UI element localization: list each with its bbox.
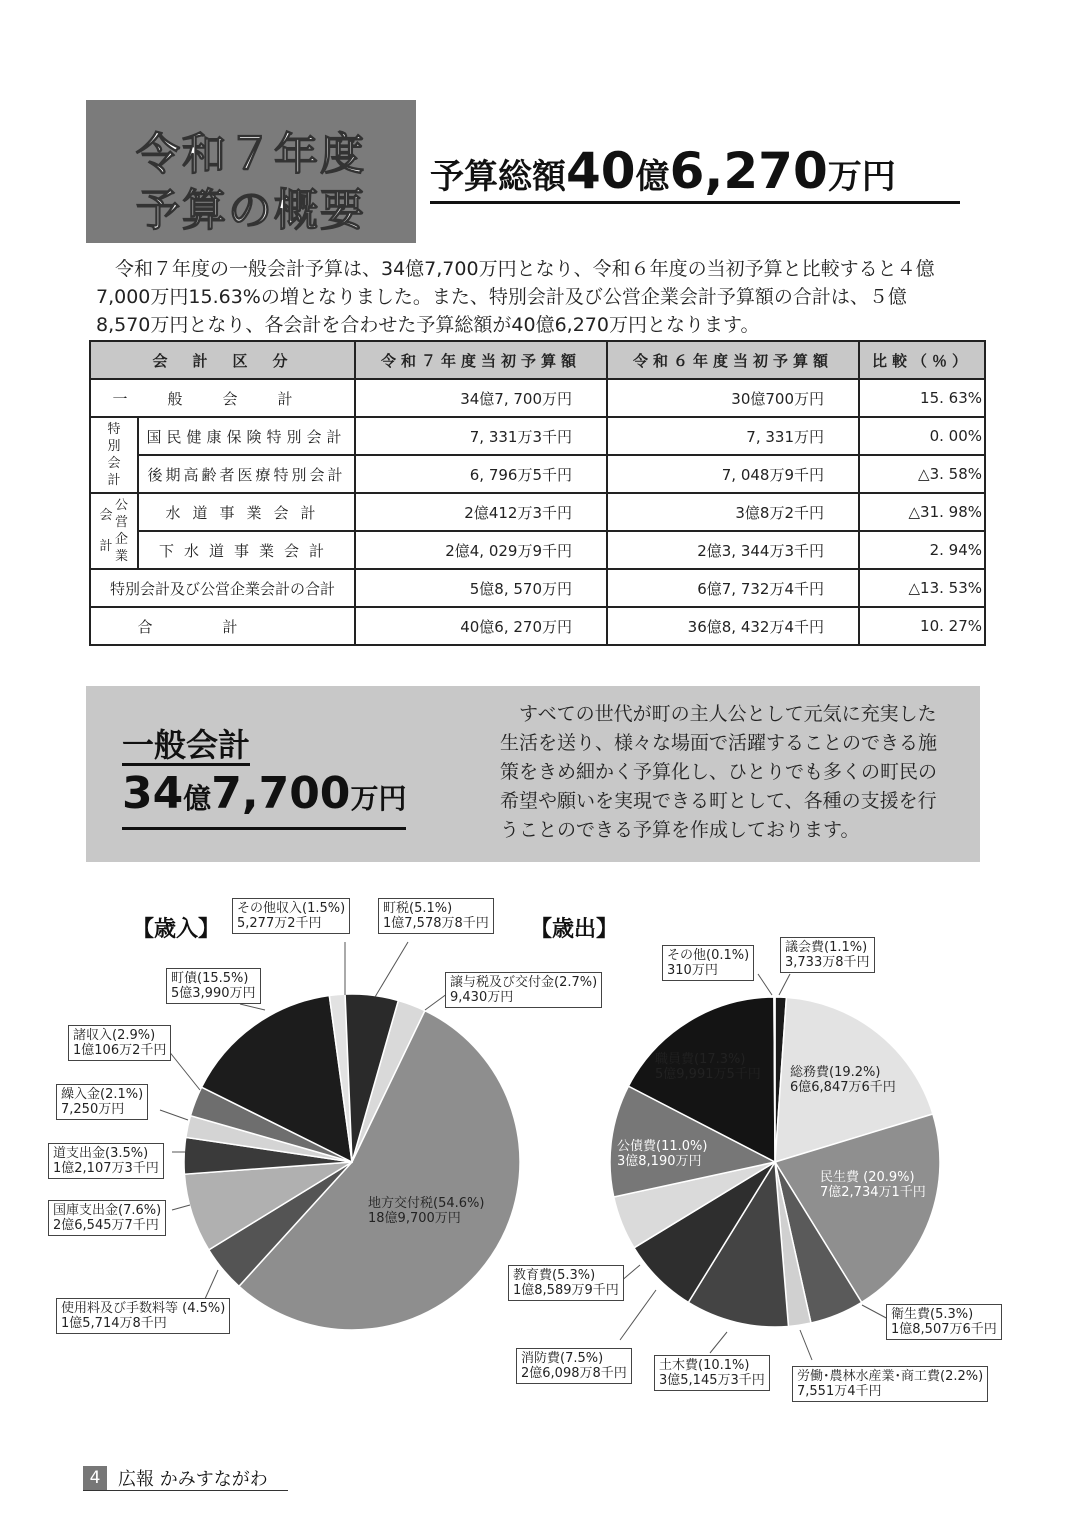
general-account-description	[500, 700, 970, 845]
label-misc-revenue	[68, 1025, 171, 1061]
total-unit1: 億	[635, 157, 670, 197]
label-other-revenue	[232, 898, 350, 934]
label-text: 公債費(11.0%)	[617, 1139, 708, 1154]
label-transfer-tax	[445, 972, 602, 1008]
label-text: その他(0.1%)	[667, 948, 750, 963]
label-national-subsidy	[48, 1200, 166, 1236]
revenue-pie	[184, 994, 520, 1330]
label-text: 道支出金(3.5%)	[53, 1146, 149, 1161]
gen-unit2: 万円	[350, 782, 407, 815]
title-box	[86, 100, 416, 243]
cell-pct: 2. 94%	[859, 531, 985, 569]
total-unit2: 万円	[827, 157, 896, 197]
desc-line: 策をきめ細かく予算化し、ひとりでも多くの町民の	[500, 761, 938, 783]
label-health	[886, 1304, 1002, 1340]
label-amount: 5億9,991万5千円	[655, 1067, 761, 1082]
intro-line: 7,000万円15.63%の増となりました。また、特別会計及び公営企業会計予算額の合計は、５億	[96, 286, 907, 308]
label-amount: 18億9,700万円	[368, 1211, 461, 1226]
label-amount: 7,250万円	[61, 1102, 125, 1117]
cell-pct: △13. 53%	[859, 569, 985, 607]
label-text: その他収入(1.5%)	[237, 901, 346, 916]
cell-r7: 5億8, 570万円	[355, 569, 607, 607]
intro-paragraph	[96, 255, 976, 339]
label-labor-agriculture	[792, 1366, 988, 1402]
cell-r6: 30億700万円	[607, 379, 859, 417]
row-label: 下水道事業会計	[138, 531, 355, 569]
cell-pct: 0. 00%	[859, 417, 985, 455]
pie-slice-10	[774, 997, 775, 1162]
row-label: 後期高齢者医療特別会計	[138, 455, 355, 493]
label-text: 町税(5.1%)	[383, 901, 453, 916]
label-text: 総務費(19.2%)	[790, 1065, 881, 1080]
cell-r7: 2億4, 029万9千円	[355, 531, 607, 569]
label-amount: 1億2,107万3千円	[53, 1161, 159, 1176]
label-amount: 7億2,734万1千円	[820, 1185, 926, 1200]
label-amount: 5億3,990万円	[171, 986, 256, 1001]
gen-unit1: 億	[183, 782, 212, 815]
label-amount: 3億5,145万3千円	[659, 1373, 765, 1388]
label-amount: 1億8,507万6千円	[891, 1322, 997, 1337]
label-text: 職員費(17.3%)	[655, 1052, 746, 1067]
table-row	[90, 607, 985, 645]
cell-r6: 2億3, 344万3千円	[607, 531, 859, 569]
intro-line: 令和７年度の一般会計予算は、34億7,700万円となり、令和６年度の当初予算と比較すると４億	[96, 258, 935, 280]
label-text: 議会費(1.1%)	[785, 940, 868, 955]
label-text: 教育費(5.3%)	[513, 1268, 596, 1283]
general-account-label: 一般会計	[122, 726, 251, 764]
label-amount: 1億8,589万9千円	[513, 1283, 619, 1298]
row-label: 水道事業会計	[138, 493, 355, 531]
label-local-allocation-tax	[368, 1196, 484, 1226]
label-text: 消防費(7.5%)	[521, 1351, 604, 1366]
desc-line: すべての世代が町の主人公として元気に充実した	[500, 703, 937, 725]
label-amount: 3億8,190万円	[617, 1154, 702, 1169]
label-welfare	[820, 1170, 926, 1200]
total-prefix: 予算総額	[430, 157, 566, 197]
group-public	[90, 493, 138, 569]
cell-r7: 6, 796万5千円	[355, 455, 607, 493]
label-staff	[655, 1052, 761, 1082]
header-pct: 比較（％）	[859, 341, 985, 379]
total-underline	[430, 201, 960, 204]
label-text: 繰入金(2.1%)	[61, 1087, 144, 1102]
cell-pct: 15. 63%	[859, 379, 985, 417]
label-amount: 9,430万円	[450, 990, 514, 1005]
group-kai-text: 会	[99, 508, 113, 523]
row-label: 特別会計及び公営企業会計の合計	[90, 569, 355, 607]
label-text: 労働･農林水産業･商工費(2.2%)	[797, 1369, 984, 1384]
row-label: 国民健康保険特別会計	[138, 417, 355, 455]
publication-name: 広報 かみすながわ	[118, 1469, 268, 1490]
cell-r7: 34億7, 700万円	[355, 379, 607, 417]
title-line2: 予算の概要	[136, 185, 366, 236]
gen-num2: 7,700	[211, 768, 351, 819]
label-amount: 3,733万8千円	[785, 955, 870, 970]
label-civil-engineering	[654, 1355, 770, 1391]
page-number: 4	[83, 1466, 107, 1490]
table-row	[90, 455, 985, 493]
cell-pct: △3. 58%	[859, 455, 985, 493]
group-special	[90, 417, 138, 493]
total-num2: 6,270	[669, 142, 828, 200]
cell-r7: 2億412万3千円	[355, 493, 607, 531]
label-town-bond	[166, 968, 261, 1004]
row-label: 一般会計	[90, 379, 355, 417]
label-amount: 6億6,847万6千円	[790, 1080, 896, 1095]
cell-r7: 7, 331万3千円	[355, 417, 607, 455]
table-header-row	[90, 341, 985, 379]
budget-total	[430, 142, 896, 200]
total-num1: 40	[566, 142, 636, 200]
budget-table	[89, 340, 986, 646]
label-other-expense	[662, 945, 754, 981]
label-amount: 1億106万2千円	[73, 1043, 167, 1058]
label-amount: 1億7,578万8千円	[383, 916, 489, 931]
header-r7: 令和７年度当初予算額	[355, 341, 607, 379]
expenditure-title: 【歳出】	[530, 917, 619, 942]
label-transfer	[56, 1084, 148, 1120]
label-amount: 310万円	[667, 963, 718, 978]
cell-r6: 7, 331万円	[607, 417, 859, 455]
label-education	[508, 1265, 624, 1301]
label-text: 国庫支出金(7.6%)	[53, 1203, 162, 1218]
label-fire	[516, 1348, 632, 1384]
desc-line: 生活を送り、様々な場面で活躍することのできる施	[500, 732, 938, 754]
group-kei-text: 計	[99, 539, 113, 554]
revenue-title: 【歳入】	[132, 917, 221, 942]
group-special-text: 特別会計	[107, 422, 121, 488]
label-town-tax	[378, 898, 494, 934]
cell-r6: 36億8, 432万4千円	[607, 607, 859, 645]
label-amount: 5,277万2千円	[237, 916, 322, 931]
desc-line: うことのできる予算を作成しております。	[500, 819, 860, 841]
cell-pct: △31. 98%	[859, 493, 985, 531]
label-amount: 7,551万4千円	[797, 1384, 882, 1399]
header-category: 会 計 区 分	[90, 341, 355, 379]
general-account-amount	[122, 770, 406, 830]
table-row	[90, 417, 985, 455]
label-general-affairs	[790, 1065, 896, 1095]
label-text: 町債(15.5%)	[171, 971, 249, 986]
title-line1: 令和７年度	[136, 129, 366, 180]
label-text: 土木費(10.1%)	[659, 1358, 750, 1373]
label-amount: 2億6,098万8千円	[521, 1366, 627, 1381]
label-council	[780, 937, 875, 973]
gen-num1: 34	[122, 768, 184, 819]
header-r6: 令和６年度当初予算額	[607, 341, 859, 379]
label-text: 使用料及び手数料等 (4.5%)	[61, 1301, 226, 1316]
label-text: 諸収入(2.9%)	[73, 1028, 156, 1043]
row-label: 合計	[90, 607, 355, 645]
label-amount: 2億6,545万7千円	[53, 1218, 159, 1233]
cell-r6: 3億8万2千円	[607, 493, 859, 531]
table-row	[90, 531, 985, 569]
table-row	[90, 493, 985, 531]
label-text: 衛生費(5.3%)	[891, 1307, 974, 1322]
footer-underline	[83, 1490, 288, 1491]
label-debt	[617, 1139, 707, 1169]
cell-pct: 10. 27%	[859, 607, 985, 645]
table-row	[90, 569, 985, 607]
label-amount: 1億5,714万8千円	[61, 1316, 167, 1331]
label-text: 譲与税及び交付金(2.7%)	[450, 975, 598, 990]
table-row	[90, 379, 985, 417]
label-pref-subsidy	[48, 1143, 164, 1179]
group-public-text: 公営企業	[114, 498, 128, 564]
label-text: 地方交付税(54.6%)	[368, 1196, 485, 1211]
cell-r7: 40億6, 270万円	[355, 607, 607, 645]
label-fees	[56, 1298, 230, 1334]
cell-r6: 7, 048万9千円	[607, 455, 859, 493]
intro-line: 8,570万円となり、各会計を合わせた予算総額が40億6,270万円となります。	[96, 314, 760, 336]
desc-line: 希望や願いを実現できる町として、各種の支援を行	[500, 790, 937, 812]
label-text: 民生費 (20.9%)	[820, 1170, 915, 1185]
cell-r6: 6億7, 732万4千円	[607, 569, 859, 607]
